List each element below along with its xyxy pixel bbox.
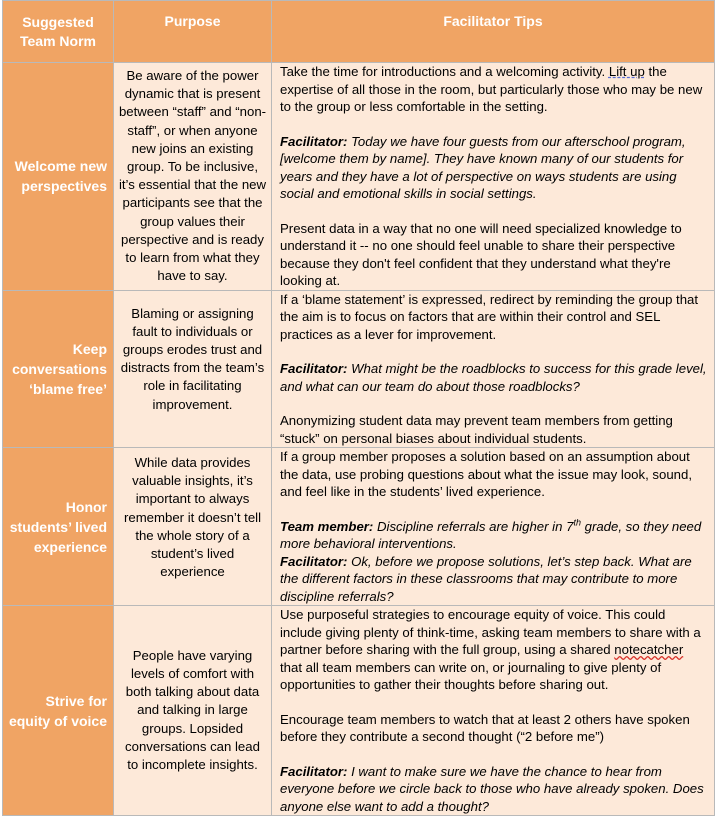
purpose-text: People have varying levels of comfort with both talking about data and talking in large groups. Lopsided conversations can lead to incomplete insights.	[125, 647, 260, 772]
table-row	[3, 606, 715, 816]
norm-welcome-new-perspectives: Welcome new perspectives	[3, 63, 114, 291]
purpose-text: Blaming or assigning fault to individuals or groups erodes trust and distracts from the team’s role in facilitating improvement.	[120, 305, 265, 412]
tips-cell	[272, 448, 715, 606]
table-row	[3, 63, 715, 291]
purpose-cell	[114, 63, 272, 291]
purpose-cell	[114, 290, 272, 448]
tips-cell	[272, 290, 715, 448]
tip-paragraph: Take the time for introductions and a welcoming activity. Lift up the expertise of all those in the room, but particularly those who may be new to the group or less comfortable in the setting.	[280, 64, 703, 114]
tip-example: Facilitator: I want to make sure we have the chance to hear from everyone before we circle back to those who have already spoken. Does anyone else want to add a thought?	[280, 763, 704, 814]
tip-example: Facilitator: Ok, before we propose solutions, let’s step back. What are the different factors in these classrooms that may contribute to more discipline referrals?	[280, 553, 692, 604]
tip-paragraph: Use purposeful strategies to encourage equity of voice. This could include giving plenty of think-time, asking team members to share with a partner before sharing with the full group, using a shared notecatcher that all team members can write on, or journaling to give plenty of opportunities to gather their thoughts before sharing out.	[280, 607, 701, 692]
tip-paragraph: Anonymizing student data may prevent team members from getting “stuck” on personal biases about individual students.	[280, 413, 673, 446]
tip-paragraph: Encourage team members to watch that at least 2 others have spoken before they contribute a second thought (“2 before me”)	[280, 711, 690, 744]
norm-honor-students-lived-experience: Honor students’ lived experience	[3, 448, 114, 606]
table-row	[3, 290, 715, 448]
tip-example: Facilitator: What might be the roadblocks to success for this grade level, and what can our team do about those roadblocks?	[280, 361, 707, 394]
norm-keep-conversations-blame-free: Keep conversations ‘blame free’	[3, 290, 114, 448]
purpose-text: While data provides valuable insights, it’s important to always remember it doesn’t tell the whole story of a student’s lived experience	[123, 455, 262, 580]
tip-paragraph: If a group member proposes a solution based on an assumption about the data, use probing questions about what the issue may look, sound, and feel like in the students’ lived experience.	[280, 449, 693, 499]
table-row	[3, 448, 715, 606]
norm-strive-for-equity-of-voice: Strive for equity of voice	[3, 606, 114, 816]
header-row	[3, 1, 715, 63]
purpose-cell	[114, 606, 272, 816]
tip-paragraph: Present data in a way that no one will need specialized knowledge to understand it -- no one should feel unable to share their perspective because they don't feel confident that they understand what they're looking at.	[280, 220, 682, 288]
team-norms-table	[2, 0, 715, 816]
lift-up-word: Lift up	[608, 64, 645, 79]
notecatcher-word: notecatcher	[614, 642, 684, 657]
purpose-text: Be aware of the power dynamic that is present between “staff” and “non-staff”, or when anyone new joins an existing group. To be inclusive, it’s essential that the new participants see that the group values their perspective and is ready to learn from what they have to say.	[118, 68, 267, 284]
header-purpose: Purpose	[114, 1, 272, 63]
tips-cell	[272, 63, 715, 291]
tip-example: Team member: Discipline referrals are higher in 7th grade, so they need more behavioral interventions.	[280, 517, 702, 551]
header-suggested-team-norm: Suggested Team Norm	[3, 1, 114, 63]
tips-cell	[272, 606, 715, 816]
purpose-cell	[114, 448, 272, 606]
tip-example: Facilitator: Today we have four guests from our afterschool program, [welcome them by name]. They have known many of our students for years and they have a lot of perspective on ways students are using social and emotional skills in social settings.	[280, 133, 686, 201]
tip-paragraph: If a ‘blame statement’ is expressed, redirect by reminding the group that the aim is to focus on factors that are within their control and SEL practices as a lever for improvement.	[280, 291, 699, 342]
header-facilitator-tips: Facilitator Tips	[272, 1, 715, 63]
